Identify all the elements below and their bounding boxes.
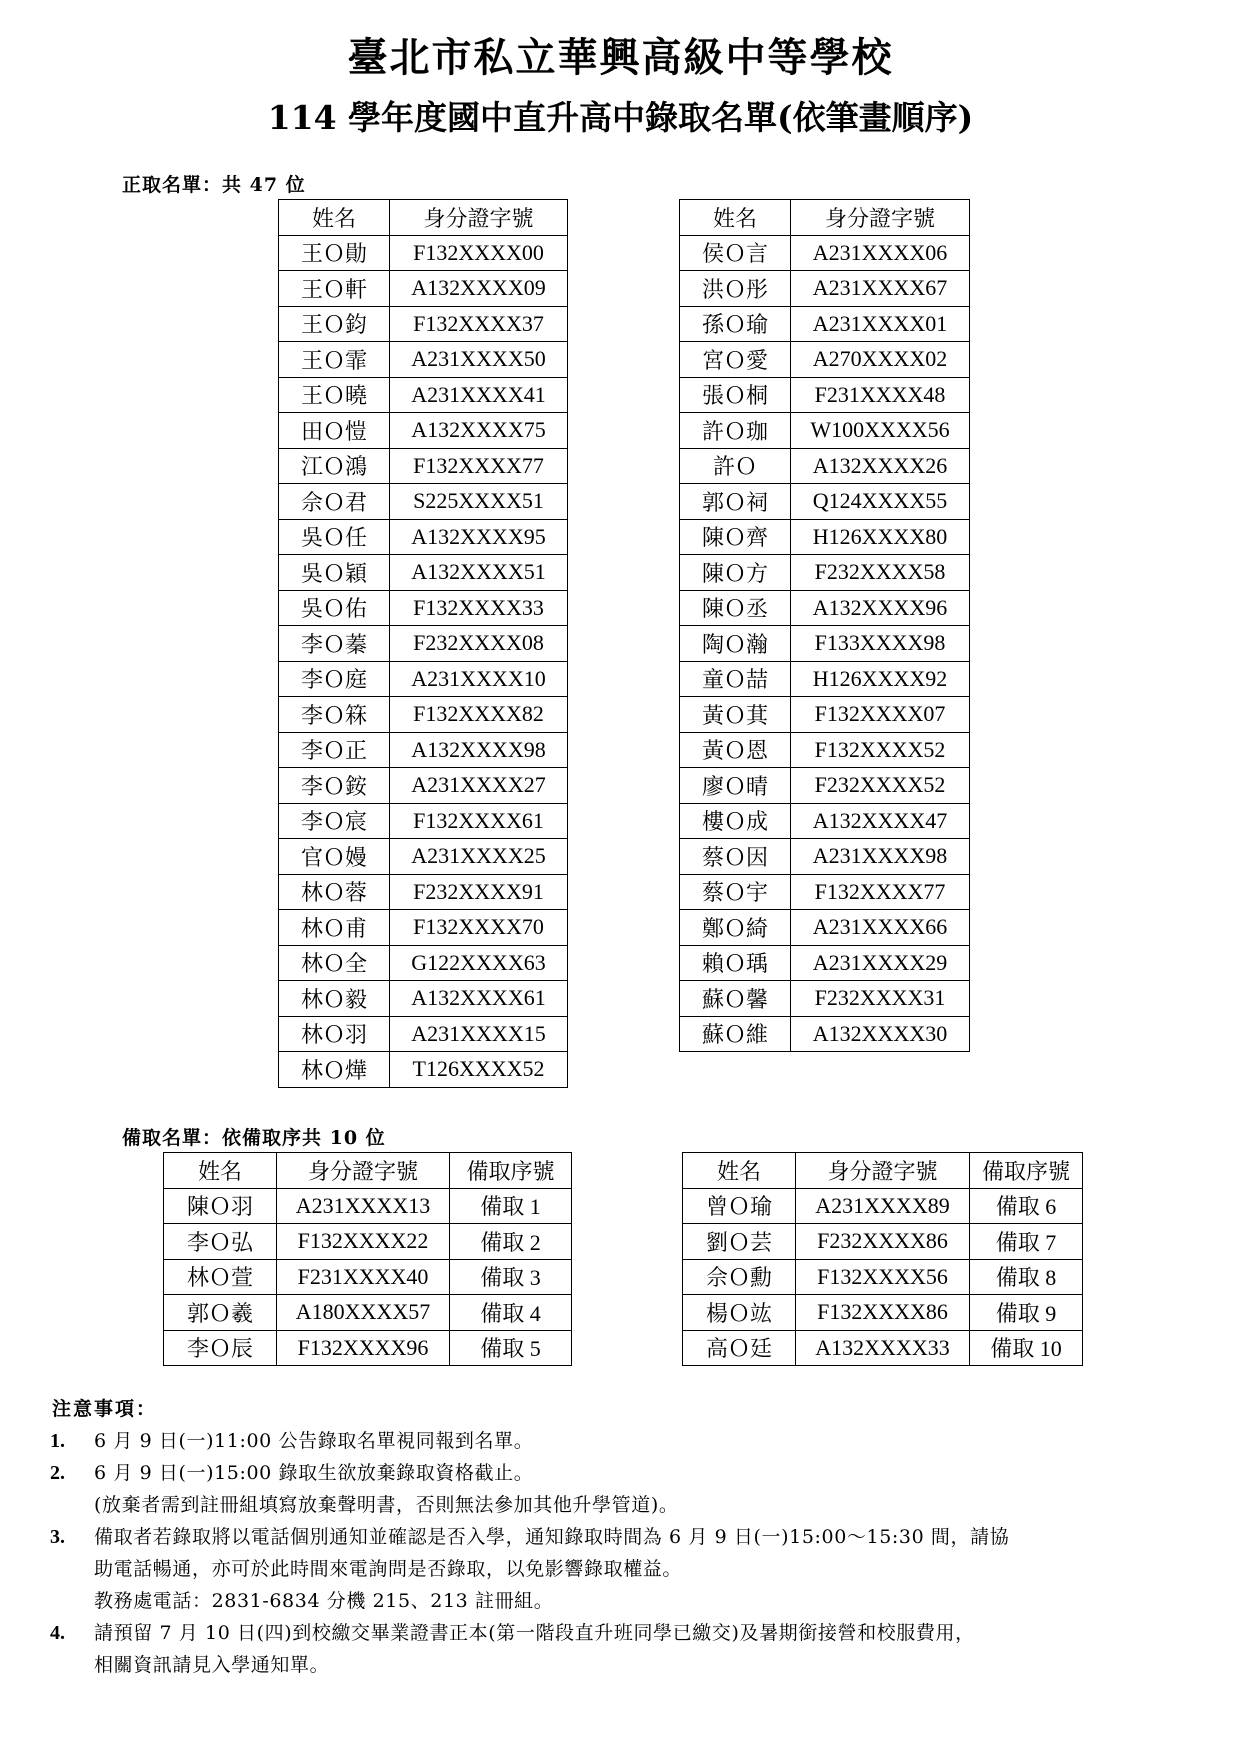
note-line: 教務處電話：2831-6834 分機 215、213 註冊組。 bbox=[94, 1590, 554, 1612]
cell-id: A132XXXX26 bbox=[791, 448, 970, 484]
cell-name: 鄭Ｏ綺 bbox=[680, 910, 791, 946]
cell-id: F132XXXX00 bbox=[390, 235, 568, 271]
cell-id: F132XXXX77 bbox=[390, 448, 568, 484]
cell-id: A180XXXX57 bbox=[277, 1295, 450, 1331]
col-header-order: 備取序號 bbox=[450, 1153, 572, 1189]
table-row bbox=[680, 306, 970, 342]
waitlist-table-right bbox=[682, 1152, 1083, 1366]
table-row bbox=[279, 839, 568, 875]
table-row bbox=[680, 555, 970, 591]
cell-id: F132XXXX52 bbox=[791, 732, 970, 768]
notes-title: 注意事項： bbox=[52, 1398, 158, 1420]
cell-id: A231XXXX01 bbox=[791, 306, 970, 342]
cell-name: 陳Ｏ齊 bbox=[680, 519, 791, 555]
cell-name: 佘Ｏ勳 bbox=[683, 1259, 796, 1295]
table-header-row bbox=[683, 1153, 1083, 1189]
cell-name: 李Ｏ辰 bbox=[164, 1330, 277, 1366]
cell-name: 陳Ｏ方 bbox=[680, 555, 791, 591]
cell-name: 許Ｏ bbox=[680, 448, 791, 484]
cell-id: A231XXXX67 bbox=[791, 271, 970, 307]
cell-name: 陶Ｏ瀚 bbox=[680, 626, 791, 662]
table-row bbox=[279, 1052, 568, 1088]
table-row bbox=[680, 1016, 970, 1052]
cell-name: 蘇Ｏ馨 bbox=[680, 981, 791, 1017]
cell-id: A132XXXX09 bbox=[390, 271, 568, 307]
cell-name: 郭Ｏ祠 bbox=[680, 484, 791, 520]
cell-id: F132XXXX56 bbox=[796, 1259, 970, 1295]
cell-id: S225XXXX51 bbox=[390, 484, 568, 520]
cell-id: A132XXXX98 bbox=[390, 732, 568, 768]
cell-id: A132XXXX61 bbox=[390, 981, 568, 1017]
cell-name: 王Ｏ勛 bbox=[279, 235, 390, 271]
table-row bbox=[680, 413, 970, 449]
table-row bbox=[683, 1259, 1083, 1295]
cell-id: A270XXXX02 bbox=[791, 342, 970, 378]
admitted-label: 正取名單：共 47 位 bbox=[122, 174, 306, 196]
cell-id: A231XXXX10 bbox=[390, 661, 568, 697]
note-line: (放棄者需到註冊組填寫放棄聲明書，否則無法參加其他升學管道)。 bbox=[94, 1494, 679, 1516]
note-line: 助電話暢通，亦可於此時間來電詢問是否錄取，以免影響錄取權益。 bbox=[94, 1558, 683, 1580]
cell-name: 樓Ｏ成 bbox=[680, 803, 791, 839]
cell-name: 蘇Ｏ維 bbox=[680, 1016, 791, 1052]
table-row bbox=[164, 1330, 572, 1366]
cell-name: 曾Ｏ瑜 bbox=[683, 1188, 796, 1224]
cell-name: 李Ｏ宸 bbox=[279, 803, 390, 839]
cell-name: 賴Ｏ瑀 bbox=[680, 945, 791, 981]
list-title: 114 學年度國中直升高中錄取名單(依筆畫順序) bbox=[267, 98, 974, 137]
cell-id: A231XXXX41 bbox=[390, 377, 568, 413]
cell-name: 李Ｏ弘 bbox=[164, 1224, 277, 1260]
table-header-row bbox=[279, 200, 568, 236]
cell-id: Q124XXXX55 bbox=[791, 484, 970, 520]
cell-id: F132XXXX96 bbox=[277, 1330, 450, 1366]
cell-id: H126XXXX80 bbox=[791, 519, 970, 555]
table-row bbox=[279, 235, 568, 271]
table-row bbox=[279, 519, 568, 555]
table-row bbox=[279, 874, 568, 910]
cell-name: 楊Ｏ竑 bbox=[683, 1295, 796, 1331]
cell-id: F231XXXX40 bbox=[277, 1259, 450, 1295]
table-row bbox=[680, 874, 970, 910]
table-row bbox=[279, 981, 568, 1017]
cell-id: F132XXXX70 bbox=[390, 910, 568, 946]
cell-order: 備取 9 bbox=[970, 1295, 1083, 1331]
note-line: 請預留 7 月 10 日(四)到校繳交畢業證書正本(第一階段直升班同學已繳交)及暑期銜接營和校服費用， bbox=[94, 1622, 975, 1644]
col-header-name: 姓名 bbox=[683, 1153, 796, 1189]
cell-name: 林Ｏ蓉 bbox=[279, 874, 390, 910]
cell-id: A231XXXX50 bbox=[390, 342, 568, 378]
cell-name: 吳Ｏ任 bbox=[279, 519, 390, 555]
cell-name: 洪Ｏ彤 bbox=[680, 271, 791, 307]
cell-name: 林Ｏ甫 bbox=[279, 910, 390, 946]
table-row bbox=[680, 697, 970, 733]
table-row bbox=[279, 661, 568, 697]
cell-order: 備取 8 bbox=[970, 1259, 1083, 1295]
table-row bbox=[683, 1295, 1083, 1331]
table-row bbox=[683, 1224, 1083, 1260]
cell-id: A231XXXX98 bbox=[791, 839, 970, 875]
note-line: 備取者若錄取將以電話個別通知並確認是否入學，通知錄取時間為 6 月 9 日(一)15:00～15:30 間，請協 bbox=[94, 1526, 1010, 1548]
cell-order: 備取 4 bbox=[450, 1295, 572, 1331]
table-row bbox=[680, 839, 970, 875]
table-row bbox=[279, 306, 568, 342]
cell-id: A132XXXX95 bbox=[390, 519, 568, 555]
cell-id: A132XXXX33 bbox=[796, 1330, 970, 1366]
cell-id: A231XXXX27 bbox=[390, 768, 568, 804]
table-row bbox=[164, 1188, 572, 1224]
cell-id: A132XXXX51 bbox=[390, 555, 568, 591]
table-row bbox=[680, 626, 970, 662]
cell-id: F231XXXX48 bbox=[791, 377, 970, 413]
cell-name: 林Ｏ毅 bbox=[279, 981, 390, 1017]
cell-name: 黃Ｏ萁 bbox=[680, 697, 791, 733]
cell-order: 備取 5 bbox=[450, 1330, 572, 1366]
cell-order: 備取 10 bbox=[970, 1330, 1083, 1366]
cell-id: F132XXXX22 bbox=[277, 1224, 450, 1260]
table-row bbox=[279, 342, 568, 378]
col-header-id: 身分證字號 bbox=[796, 1153, 970, 1189]
cell-id: A231XXXX66 bbox=[791, 910, 970, 946]
cell-id: F132XXXX07 bbox=[791, 697, 970, 733]
cell-id: F232XXXX31 bbox=[791, 981, 970, 1017]
table-row bbox=[279, 732, 568, 768]
cell-name: 李Ｏ蓁 bbox=[279, 626, 390, 662]
col-header-name: 姓名 bbox=[680, 200, 791, 236]
col-header-name: 姓名 bbox=[164, 1153, 277, 1189]
note-line: 相關資訊請見入學通知單。 bbox=[94, 1654, 330, 1676]
cell-order: 備取 6 bbox=[970, 1188, 1083, 1224]
table-row bbox=[279, 484, 568, 520]
cell-id: A132XXXX47 bbox=[791, 803, 970, 839]
cell-id: A132XXXX96 bbox=[791, 590, 970, 626]
note-number: 2. bbox=[50, 1462, 65, 1484]
table-row bbox=[680, 484, 970, 520]
cell-id: F132XXXX86 bbox=[796, 1295, 970, 1331]
table-row bbox=[680, 448, 970, 484]
table-row bbox=[279, 590, 568, 626]
cell-name: 蔡Ｏ宇 bbox=[680, 874, 791, 910]
note-number: 4. bbox=[50, 1622, 65, 1644]
table-row bbox=[164, 1295, 572, 1331]
cell-id: F132XXXX37 bbox=[390, 306, 568, 342]
cell-id: F232XXXX91 bbox=[390, 874, 568, 910]
table-row bbox=[680, 377, 970, 413]
waitlist-table-left bbox=[163, 1152, 572, 1366]
table-header-row bbox=[164, 1153, 572, 1189]
cell-name: 廖Ｏ晴 bbox=[680, 768, 791, 804]
table-row bbox=[279, 448, 568, 484]
cell-id: A231XXXX06 bbox=[791, 235, 970, 271]
cell-id: W100XXXX56 bbox=[791, 413, 970, 449]
cell-name: 官Ｏ嫚 bbox=[279, 839, 390, 875]
cell-id: H126XXXX92 bbox=[791, 661, 970, 697]
table-row bbox=[680, 732, 970, 768]
cell-name: 李Ｏ銨 bbox=[279, 768, 390, 804]
cell-id: F132XXXX61 bbox=[390, 803, 568, 839]
table-row bbox=[680, 235, 970, 271]
table-row bbox=[279, 768, 568, 804]
table-row bbox=[279, 1016, 568, 1052]
table-row bbox=[680, 910, 970, 946]
table-row bbox=[279, 803, 568, 839]
note-line: 6 月 9 日(一)15:00 錄取生欲放棄錄取資格截止。 bbox=[94, 1462, 534, 1484]
cell-id: A231XXXX89 bbox=[796, 1188, 970, 1224]
cell-id: F133XXXX98 bbox=[791, 626, 970, 662]
table-row bbox=[680, 803, 970, 839]
cell-name: 高Ｏ廷 bbox=[683, 1330, 796, 1366]
table-row bbox=[680, 981, 970, 1017]
cell-name: 蔡Ｏ因 bbox=[680, 839, 791, 875]
cell-id: T126XXXX52 bbox=[390, 1052, 568, 1088]
cell-id: A132XXXX75 bbox=[390, 413, 568, 449]
cell-order: 備取 2 bbox=[450, 1224, 572, 1260]
cell-name: 吳Ｏ穎 bbox=[279, 555, 390, 591]
cell-name: 李Ｏ庭 bbox=[279, 661, 390, 697]
cell-name: 林Ｏ全 bbox=[279, 945, 390, 981]
table-row bbox=[279, 413, 568, 449]
table-row bbox=[683, 1330, 1083, 1366]
table-row bbox=[279, 697, 568, 733]
cell-name: 王Ｏ曉 bbox=[279, 377, 390, 413]
cell-name: 許Ｏ珈 bbox=[680, 413, 791, 449]
cell-id: F132XXXX82 bbox=[390, 697, 568, 733]
cell-name: 王Ｏ軒 bbox=[279, 271, 390, 307]
cell-name: 童Ｏ喆 bbox=[680, 661, 791, 697]
col-header-id: 身分證字號 bbox=[791, 200, 970, 236]
cell-name: 林Ｏ羽 bbox=[279, 1016, 390, 1052]
cell-name: 劉Ｏ芸 bbox=[683, 1224, 796, 1260]
table-row bbox=[680, 945, 970, 981]
cell-name: 田Ｏ愷 bbox=[279, 413, 390, 449]
cell-name: 王Ｏ鈞 bbox=[279, 306, 390, 342]
col-header-order: 備取序號 bbox=[970, 1153, 1083, 1189]
cell-name: 王Ｏ霏 bbox=[279, 342, 390, 378]
table-row bbox=[680, 661, 970, 697]
cell-name: 侯Ｏ言 bbox=[680, 235, 791, 271]
col-header-id: 身分證字號 bbox=[277, 1153, 450, 1189]
cell-name: 陳Ｏ丞 bbox=[680, 590, 791, 626]
cell-id: F132XXXX33 bbox=[390, 590, 568, 626]
note-line: 6 月 9 日(一)11:00 公告錄取名單視同報到名單。 bbox=[94, 1430, 534, 1452]
note-number: 3. bbox=[50, 1526, 65, 1548]
cell-order: 備取 1 bbox=[450, 1188, 572, 1224]
waitlist-label: 備取名單：依備取序共 10 位 bbox=[122, 1127, 386, 1149]
col-header-id: 身分證字號 bbox=[390, 200, 568, 236]
cell-id: A231XXXX29 bbox=[791, 945, 970, 981]
table-row bbox=[279, 945, 568, 981]
cell-name: 李Ｏ正 bbox=[279, 732, 390, 768]
table-row bbox=[680, 590, 970, 626]
cell-name: 孫Ｏ瑜 bbox=[680, 306, 791, 342]
cell-id: F232XXXX58 bbox=[791, 555, 970, 591]
admitted-table-left bbox=[278, 199, 568, 1088]
table-row bbox=[680, 271, 970, 307]
cell-order: 備取 7 bbox=[970, 1224, 1083, 1260]
school-title: 臺北市私立華興高級中等學校 bbox=[347, 34, 894, 81]
table-row bbox=[279, 271, 568, 307]
cell-id: F132XXXX77 bbox=[791, 874, 970, 910]
cell-name: 林Ｏ萱 bbox=[164, 1259, 277, 1295]
cell-id: F232XXXX08 bbox=[390, 626, 568, 662]
table-row bbox=[279, 555, 568, 591]
cell-order: 備取 3 bbox=[450, 1259, 572, 1295]
cell-id: G122XXXX63 bbox=[390, 945, 568, 981]
cell-name: 陳Ｏ羽 bbox=[164, 1188, 277, 1224]
cell-id: F232XXXX86 bbox=[796, 1224, 970, 1260]
cell-name: 郭Ｏ羲 bbox=[164, 1295, 277, 1331]
cell-name: 佘Ｏ君 bbox=[279, 484, 390, 520]
note-number: 1. bbox=[50, 1430, 65, 1452]
table-row bbox=[279, 377, 568, 413]
admitted-table-right bbox=[679, 199, 970, 1052]
cell-name: 李Ｏ箖 bbox=[279, 697, 390, 733]
cell-id: A231XXXX13 bbox=[277, 1188, 450, 1224]
table-row bbox=[164, 1259, 572, 1295]
table-row bbox=[680, 519, 970, 555]
cell-name: 吳Ｏ佑 bbox=[279, 590, 390, 626]
cell-id: A231XXXX25 bbox=[390, 839, 568, 875]
cell-id: A132XXXX30 bbox=[791, 1016, 970, 1052]
cell-id: A231XXXX15 bbox=[390, 1016, 568, 1052]
cell-name: 宮Ｏ愛 bbox=[680, 342, 791, 378]
cell-name: 林Ｏ燁 bbox=[279, 1052, 390, 1088]
table-row bbox=[279, 626, 568, 662]
cell-id: F232XXXX52 bbox=[791, 768, 970, 804]
table-row bbox=[680, 768, 970, 804]
cell-name: 江Ｏ鴻 bbox=[279, 448, 390, 484]
table-header-row bbox=[680, 200, 970, 236]
col-header-name: 姓名 bbox=[279, 200, 390, 236]
table-row bbox=[164, 1224, 572, 1260]
cell-name: 張Ｏ桐 bbox=[680, 377, 791, 413]
table-row bbox=[279, 910, 568, 946]
table-row bbox=[683, 1188, 1083, 1224]
cell-name: 黃Ｏ恩 bbox=[680, 732, 791, 768]
table-row bbox=[680, 342, 970, 378]
